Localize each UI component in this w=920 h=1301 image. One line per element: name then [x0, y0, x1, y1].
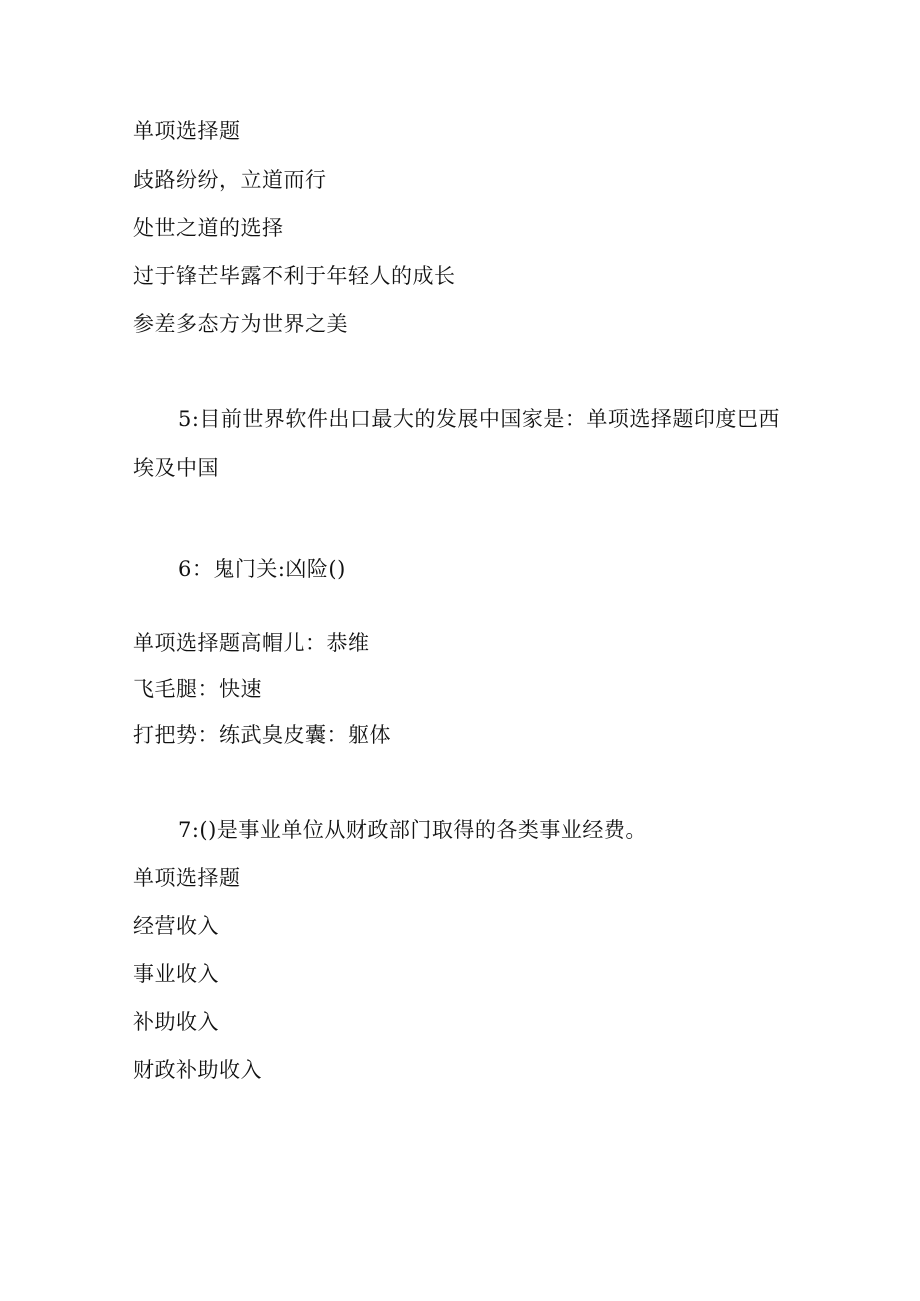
option-text: 经营收入 — [133, 914, 219, 938]
question-type-label: 单项选择题 — [133, 119, 241, 143]
option-text: 飞毛腿：快速 — [133, 677, 262, 701]
option-text: 单项选择题高帽儿：恭维 — [133, 631, 370, 655]
question-stem-continued: 埃及中国 — [133, 456, 219, 480]
option-text: 打把势：练武臭皮囊：躯体 — [133, 723, 391, 747]
question-stem: 6：鬼门关:凶险() — [178, 557, 346, 581]
question-type-label: 单项选择题 — [133, 866, 241, 890]
question-stem: 7:()是事业单位从财政部门取得的各类事业经费。 — [178, 818, 647, 842]
question-stem: 5:目前世界软件出口最大的发展中国家是：单项选择题印度巴西 — [178, 407, 780, 431]
option-text: 补助收入 — [133, 1010, 219, 1034]
option-text: 财政补助收入 — [133, 1058, 262, 1082]
option-text: 过于锋芒毕露不利于年轻人的成长 — [133, 264, 456, 288]
option-text: 歧路纷纷，立道而行 — [133, 168, 327, 192]
option-text: 参差多态方为世界之美 — [133, 312, 348, 336]
option-text: 处世之道的选择 — [133, 216, 284, 240]
option-text: 事业收入 — [133, 962, 219, 986]
